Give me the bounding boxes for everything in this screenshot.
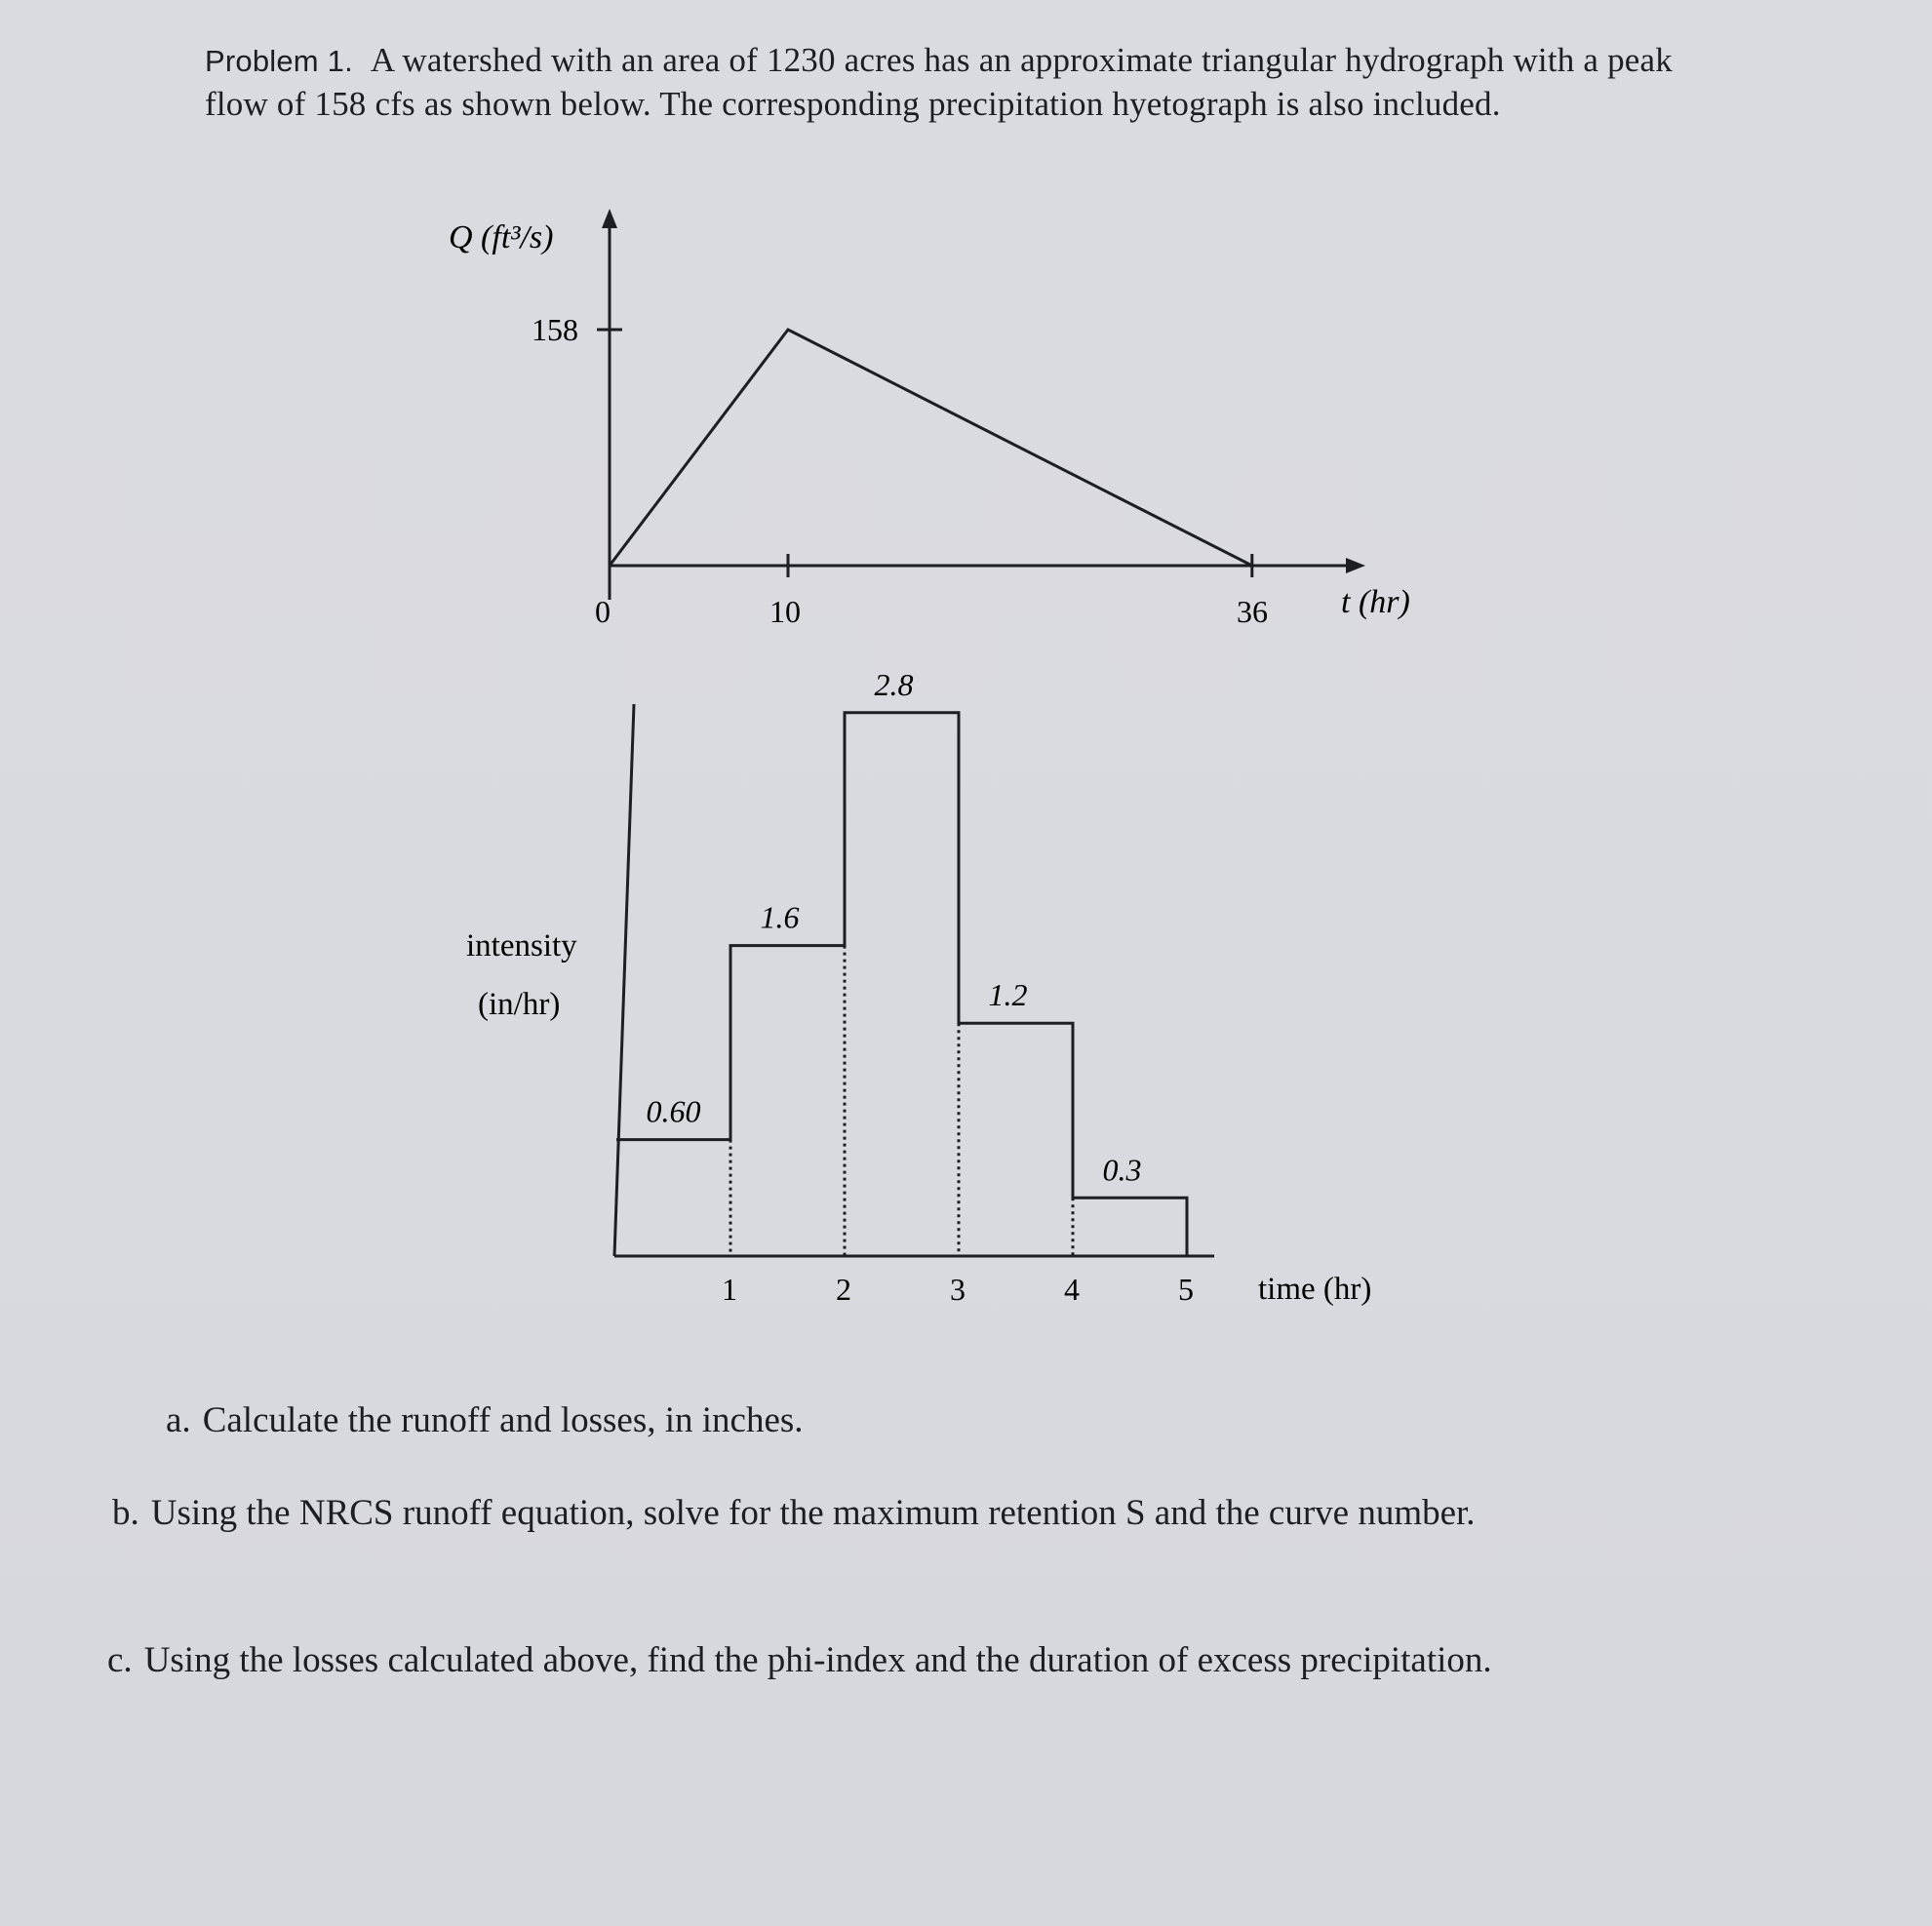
bar-value-label: 1.6 — [760, 899, 800, 935]
question-a-text: Calculate the runoff and losses, in inches. — [202, 1400, 804, 1440]
bar-value-label: 2.8 — [874, 666, 914, 702]
question-a-label: a. — [166, 1400, 191, 1440]
hydrograph-y-arrow-icon — [602, 209, 617, 228]
hydrograph-y-label: Q (ft³/s) — [449, 219, 554, 255]
question-b-label: b. — [112, 1493, 139, 1533]
hydrograph-end-time-label: 36 — [1237, 594, 1268, 629]
bar-value-label: 0.60 — [646, 1093, 701, 1129]
hyetograph — [466, 667, 1371, 1307]
hydrograph-curve — [610, 330, 1252, 566]
question-c-label: c. — [107, 1640, 133, 1680]
problem-text: A watershed with an area of 1230 acres has an approximate triangular hydrograph with a peak flow of 158 cfs as shown below. The corresponding precipitation hyetograph is also included. — [205, 41, 1673, 123]
hydrograph-x-arrow-icon — [1346, 558, 1365, 573]
hyetograph-y-label: intensity — [466, 928, 577, 963]
question-c — [107, 1634, 1785, 1687]
hydrograph-origin-label: 0 — [595, 594, 611, 629]
hyetograph-x-tick-label: 3 — [950, 1272, 966, 1307]
hydrograph — [449, 209, 1410, 629]
question-b — [112, 1487, 1790, 1540]
hyetograph-bars — [616, 713, 1187, 1256]
hyetograph-y-axis — [614, 704, 634, 1256]
question-c-text: Using the losses calculated above, find the phi-index and the duration of excess precipitation. — [143, 1640, 1492, 1680]
bar-value-label: 1.2 — [988, 977, 1028, 1013]
hyetograph-x-tick-label: 5 — [1178, 1272, 1194, 1307]
hyetograph-x-tick-label: 1 — [722, 1272, 737, 1307]
question-b-text: Using the NRCS runoff equation, solve for the maximum retention S and the curve number. — [150, 1493, 1476, 1533]
hydrograph-x-label: t (hr) — [1341, 584, 1410, 620]
problem-number: Problem 1. — [205, 44, 353, 78]
hyetograph-x-tick-label: 2 — [836, 1272, 851, 1307]
hydrograph-peak-time-label: 10 — [769, 594, 801, 629]
question-a — [166, 1395, 1629, 1447]
hyetograph-x-tick-label: 4 — [1064, 1272, 1080, 1307]
hyetograph-x-label: time (hr) — [1258, 1272, 1372, 1307]
bar-value-label: 0.3 — [1102, 1152, 1142, 1188]
hyetograph-y-unit-label: (in/hr) — [478, 987, 561, 1022]
hydrograph-peak-label: 158 — [532, 312, 578, 347]
